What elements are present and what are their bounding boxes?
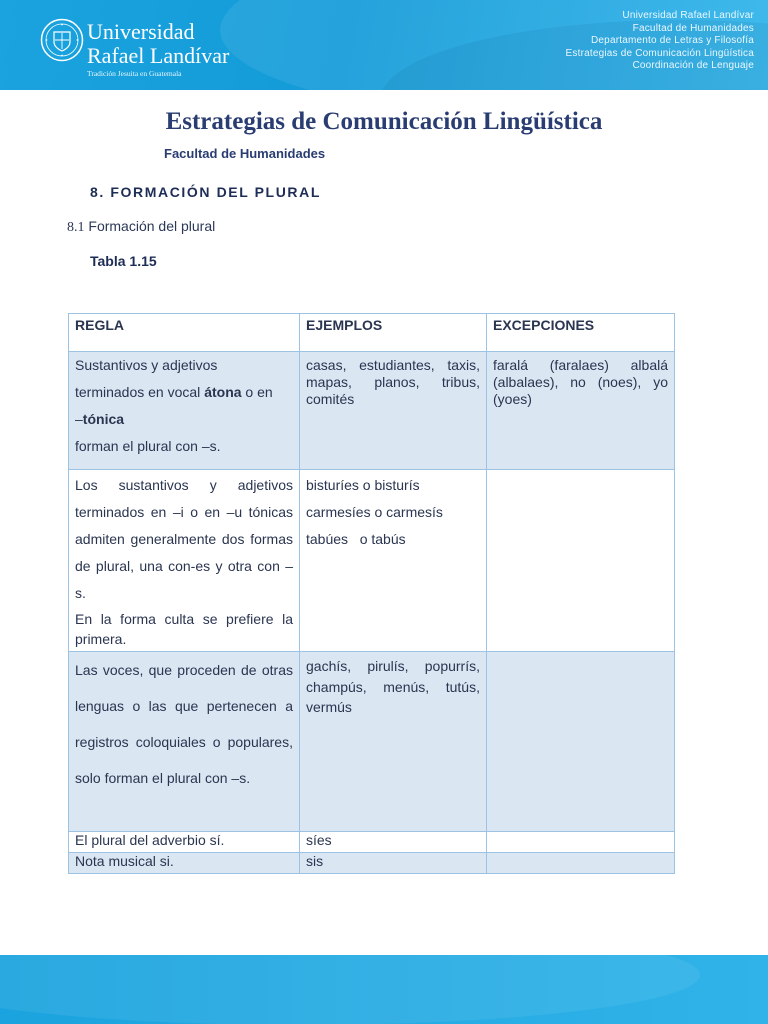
table-row	[69, 652, 675, 832]
header-coordination: Coordinación de Lenguaje	[632, 60, 754, 72]
header-faculty: Facultad de Humanidades	[632, 22, 754, 34]
exceptions-cell	[487, 470, 675, 652]
table-row	[69, 352, 675, 470]
examples-cell	[300, 470, 487, 652]
rule-text: forman el plural con –s.	[75, 438, 221, 454]
subsection-title: Formación del plural	[84, 218, 216, 234]
university-seal-icon	[40, 18, 84, 62]
example-text: carmesíes o carmesís	[306, 504, 443, 520]
rule-cell	[69, 470, 300, 652]
exceptions-cell	[487, 652, 675, 832]
rule-text: Sustantivos y adjetivos	[75, 357, 218, 373]
table-header-row	[69, 314, 675, 352]
footer-banner	[0, 955, 768, 1024]
rule-cell: Nota musical si.	[69, 853, 300, 874]
rule-cell: Las voces, que proceden de otras lenguas o las que pertenecen a registros coloquiales o populares, solo forman el plural con –s.	[69, 652, 300, 832]
example-text: tabúes o tabús	[306, 531, 406, 547]
examples-cell: sis	[300, 853, 487, 874]
rule-text: –	[75, 411, 83, 427]
rule-emphasis: tónica	[82, 411, 125, 427]
header-department: Departamento de Letras y Filosofía	[591, 35, 754, 47]
subsection-number: 8.1	[67, 220, 85, 235]
logo-text-line1: Universidad	[87, 19, 195, 44]
rule-text: Los sustantivos y adjetivos terminados en –i o en –u tónicas admiten generalmente dos formas de plural, una con-es y otra con –s.	[75, 477, 293, 601]
rule-text: terminados en vocal	[75, 384, 205, 400]
rule-cell: El plural del adverbio sí.	[69, 832, 300, 853]
column-header-ejemplos: EJEMPLOS	[300, 314, 487, 352]
logo-text-line2: Rafael Landívar	[87, 43, 230, 68]
header-banner	[0, 0, 768, 90]
table-row	[69, 470, 675, 652]
document-title: Estrategias de Comunicación Lingüística	[165, 108, 603, 135]
section-heading: 8. FORMACIÓN DEL PLURAL	[90, 184, 321, 200]
column-header-excepciones: EXCEPCIONES	[487, 314, 675, 352]
header-course: Estrategias de Comunicación Lingüística	[565, 47, 754, 59]
subsection-heading	[67, 218, 215, 236]
examples-cell: gachís, pirulís, popurrís, champús, menús, tutús, vermús	[300, 652, 487, 832]
rule-cell	[69, 352, 300, 470]
examples-cell: síes	[300, 832, 487, 853]
exceptions-cell	[487, 853, 675, 874]
exceptions-cell: faralá (faralaes) albalá (albalaes), no (noes), yo (yoes)	[487, 352, 675, 470]
examples-cell: casas, estudiantes, taxis, mapas, planos, tribus, comités	[300, 352, 487, 470]
table-row	[69, 853, 675, 874]
rule-emphasis: átona	[204, 384, 242, 400]
document-subtitle: Facultad de Humanidades	[164, 146, 326, 161]
rule-text: En la forma culta se prefiere la primera.	[75, 611, 293, 647]
rule-text	[75, 384, 293, 401]
rule-text: o en	[241, 384, 273, 400]
exceptions-cell	[487, 832, 675, 853]
header-institution-info	[566, 10, 754, 73]
university-logo	[40, 18, 230, 80]
table-row	[69, 832, 675, 853]
rule-text	[75, 411, 293, 428]
footer-decoration	[0, 955, 700, 1024]
logo-tagline: Tradición Jesuita en Guatemala	[87, 69, 182, 78]
example-text: bisturíes o bisturís	[306, 477, 420, 493]
column-header-regla: REGLA	[69, 314, 300, 352]
header-university: Universidad Rafael Landívar	[622, 10, 754, 21]
table-caption: Tabla 1.15	[90, 253, 157, 269]
plural-rules-table	[68, 313, 675, 874]
